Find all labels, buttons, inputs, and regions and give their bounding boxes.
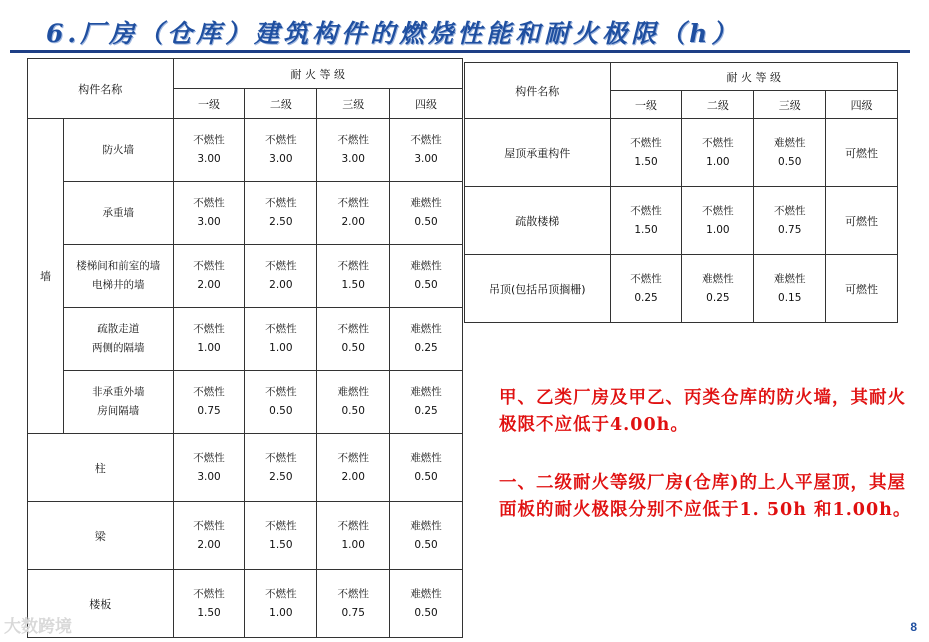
cell-type: 难燃性 [410, 519, 442, 532]
cell-hours: 2.50 [269, 216, 293, 228]
table-cell [173, 434, 245, 502]
cell-type: 不燃性 [630, 272, 662, 285]
table-row [28, 502, 463, 570]
cell-hours: 0.25 [634, 291, 658, 304]
cell-type: 不燃性 [193, 451, 225, 464]
cell-hours: 1.50 [341, 279, 365, 291]
cell-type: 不燃性 [265, 260, 297, 272]
cell-hours: 2.50 [269, 470, 293, 483]
table-cell [390, 245, 463, 308]
table-cell [390, 119, 463, 182]
row-name: 疏散楼梯 [465, 187, 611, 255]
table-cell: 可燃性 [826, 255, 898, 323]
cell-type: 难燃性 [410, 197, 442, 209]
table-cell [754, 255, 826, 323]
cell-type: 不燃性 [630, 136, 662, 149]
cell-type: 不燃性 [337, 323, 369, 335]
table-cell [173, 570, 245, 638]
header-level-4: 四级 [390, 89, 463, 119]
table-cell [173, 308, 245, 371]
cell-type: 不燃性 [337, 587, 369, 600]
table-cell [317, 434, 390, 502]
table-row [28, 119, 463, 182]
cell-hours: 1.00 [197, 342, 221, 354]
table-cell [245, 245, 317, 308]
table-row [28, 434, 463, 502]
cell-hours: 0.50 [341, 342, 365, 354]
table-cell [682, 119, 754, 187]
table-row [465, 187, 898, 255]
row-name: 柱 [28, 434, 174, 502]
cell-hours: 1.00 [269, 606, 293, 619]
row-name-line: 电梯井的墙 [92, 279, 145, 291]
table-cell [610, 187, 682, 255]
table-row [28, 308, 463, 371]
table-row [28, 371, 463, 434]
table-cell [245, 119, 317, 182]
row-name-line: 非承重外墙 [92, 386, 145, 398]
cell-hours: 0.25 [706, 291, 730, 304]
cell-hours: 2.00 [197, 279, 221, 291]
cell-type: 不燃性 [410, 134, 442, 146]
row-name [63, 182, 173, 245]
cell-type: 不燃性 [337, 197, 369, 209]
cell-hours: 0.50 [414, 538, 438, 551]
table-cell [754, 187, 826, 255]
cell-hours: 2.00 [341, 470, 365, 483]
cell-type: 难燃性 [773, 136, 806, 149]
cell-type: 难燃性 [773, 272, 806, 285]
cell-hours: 3.00 [269, 153, 293, 165]
row-name-line: 楼梯间和前室的墙 [76, 260, 161, 272]
cell-type: 难燃性 [410, 260, 442, 272]
header-level-1: 一级 [173, 89, 245, 119]
table-cell [245, 371, 317, 434]
cell-hours: 2.00 [269, 279, 293, 291]
cell-type: 不燃性 [337, 519, 369, 532]
header-level-2: 二级 [245, 89, 317, 119]
cell-type: 不燃性 [337, 451, 369, 464]
cell-hours: 1.00 [706, 155, 730, 168]
cell-hours: 0.50 [414, 470, 438, 483]
cell-type: 不燃性 [265, 386, 297, 398]
cell-type: 不燃性 [193, 587, 225, 600]
table-cell [173, 502, 245, 570]
cell-hours: 3.00 [414, 153, 438, 165]
table-cell [173, 245, 245, 308]
row-name-line: 承重墙 [102, 206, 134, 219]
table-cell [390, 434, 463, 502]
note-roof: 一、二级耐火等级厂房(仓库)的上人平屋顶，其屋面板的耐火极限分别不应低于1. 50h 和1.00h。 [499, 473, 912, 520]
table-cell [390, 371, 463, 434]
table-cell [754, 119, 826, 187]
cell-hours: 3.00 [197, 470, 221, 483]
cell-type: 不燃性 [193, 197, 225, 209]
header-level-3: 三级 [317, 89, 390, 119]
table-row [28, 570, 463, 638]
table-row [28, 182, 463, 245]
cell-hours: 0.50 [414, 216, 438, 228]
cell-hours: 1.00 [269, 342, 293, 354]
cell-hours: 2.00 [197, 538, 221, 551]
row-name-line: 两侧的隔墙 [92, 342, 145, 354]
cell-type: 不燃性 [265, 519, 297, 532]
header-rating: 耐 火 等 级 [610, 63, 897, 91]
cell-hours: 0.50 [778, 155, 802, 168]
cell-hours: 1.00 [706, 223, 730, 236]
note-firewall: 甲、乙类厂房及甲乙、丙类仓库的防火墙，其耐火极限不应低于4.00h。 [499, 388, 906, 435]
header-level-1: 一级 [610, 91, 682, 119]
cell-type: 难燃性 [702, 272, 734, 285]
cell-type: 不燃性 [337, 134, 369, 146]
row-name: 梁 [28, 502, 174, 570]
cell-hours: 0.25 [414, 342, 438, 354]
table-cell [390, 502, 463, 570]
cell-type: 不燃性 [265, 197, 297, 209]
table-cell: 可燃性 [826, 119, 898, 187]
table-cell [317, 502, 390, 570]
table-cell [173, 182, 245, 245]
cell-hours: 2.00 [341, 216, 365, 228]
table-cell [173, 371, 245, 434]
cell-type: 不燃性 [193, 386, 225, 398]
row-name-line: 房间隔墙 [97, 405, 140, 417]
table-cell [245, 308, 317, 371]
cell-type: 难燃性 [410, 451, 442, 464]
cell-type: 难燃性 [410, 323, 442, 335]
watermark: 大数跨境 [4, 617, 72, 637]
cell-hours: 1.50 [197, 606, 221, 619]
cell-hours: 1.50 [634, 223, 658, 236]
table-cell [317, 119, 390, 182]
row-name: 楼板 [28, 570, 174, 638]
table-cell [317, 570, 390, 638]
cell-type: 不燃性 [702, 136, 734, 149]
row-name [63, 371, 173, 434]
header-component-name: 构件名称 [28, 59, 174, 119]
table-cell [390, 182, 463, 245]
table-cell [173, 119, 245, 182]
wall-group-label: 墙 [28, 119, 64, 434]
table-cell [610, 255, 682, 323]
cell-type: 不燃性 [773, 204, 806, 217]
page-number: 8 [910, 620, 917, 634]
table-row [465, 255, 898, 323]
header-component-name: 构件名称 [465, 63, 611, 119]
table-row [465, 119, 898, 187]
cell-hours: 1.00 [341, 538, 365, 551]
cell-type: 难燃性 [337, 386, 369, 398]
table-cell [245, 434, 317, 502]
table-cell [610, 119, 682, 187]
table-cell: 可燃性 [826, 187, 898, 255]
cell-hours: 3.00 [197, 216, 221, 228]
row-name-line: 疏散走道 [97, 323, 140, 335]
header-level-4: 四级 [826, 91, 898, 119]
cell-type: 不燃性 [265, 323, 297, 335]
cell-hours: 1.50 [634, 155, 658, 168]
table-row [28, 245, 463, 308]
table-cell [245, 570, 317, 638]
cell-hours: 0.15 [778, 291, 802, 304]
cell-hours: 0.75 [341, 606, 365, 619]
fire-rating-table-left [27, 58, 463, 638]
header-level-2: 二级 [682, 91, 754, 119]
cell-hours: 0.50 [269, 405, 293, 417]
cell-hours: 1.50 [269, 538, 293, 551]
cell-type: 难燃性 [410, 587, 442, 600]
table-cell [317, 245, 390, 308]
cell-type: 不燃性 [265, 451, 297, 464]
cell-type: 不燃性 [193, 134, 225, 146]
row-name [63, 119, 173, 182]
row-name [63, 308, 173, 371]
fire-rating-table-right [464, 62, 898, 323]
cell-type: 不燃性 [337, 260, 369, 272]
table-cell [317, 371, 390, 434]
table-cell [390, 308, 463, 371]
table-cell [682, 255, 754, 323]
table-cell [317, 182, 390, 245]
cell-type: 不燃性 [193, 519, 225, 532]
cell-type: 不燃性 [630, 204, 662, 217]
header-level-3: 三级 [754, 91, 826, 119]
row-name-line: 防火墙 [102, 143, 134, 156]
cell-hours: 0.75 [778, 223, 802, 236]
table-cell [390, 570, 463, 638]
page-title: 6.厂房（仓库）建筑构件的燃烧性能和耐火极限（h） [46, 19, 741, 48]
cell-type: 不燃性 [193, 323, 225, 335]
cell-hours: 0.25 [414, 405, 438, 417]
cell-hours: 3.00 [197, 153, 221, 165]
cell-type: 不燃性 [265, 134, 297, 146]
table-cell [682, 187, 754, 255]
table-cell [317, 308, 390, 371]
row-name: 屋顶承重构件 [465, 119, 611, 187]
cell-type: 不燃性 [193, 260, 225, 272]
cell-type: 不燃性 [265, 587, 297, 600]
cell-hours: 0.50 [414, 279, 438, 291]
cell-type: 难燃性 [410, 386, 442, 398]
cell-hours: 0.50 [341, 405, 365, 417]
table-cell [245, 502, 317, 570]
header-rating: 耐 火 等 级 [173, 59, 462, 89]
row-name: 吊顶(包括吊顶搁栅) [465, 255, 611, 323]
table-cell [245, 182, 317, 245]
cell-hours: 0.75 [197, 405, 221, 417]
cell-hours: 0.50 [414, 606, 438, 619]
cell-type: 不燃性 [702, 204, 734, 217]
cell-hours: 3.00 [341, 153, 365, 165]
title-divider [10, 50, 910, 53]
row-name [63, 245, 173, 308]
